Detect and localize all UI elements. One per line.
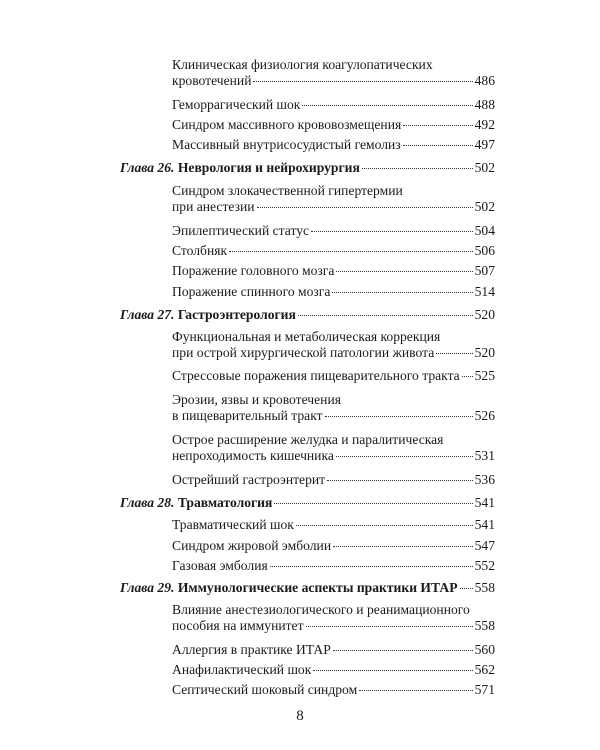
dot-leader bbox=[327, 480, 473, 481]
dot-leader bbox=[336, 456, 473, 457]
toc-entry bbox=[172, 137, 495, 153]
toc-entry bbox=[172, 97, 495, 113]
entry-title: при анестезии bbox=[172, 199, 255, 214]
dot-leader bbox=[403, 145, 473, 146]
entry-title: кровотечений bbox=[172, 73, 252, 88]
dot-leader bbox=[313, 670, 472, 671]
toc-entry bbox=[172, 117, 495, 133]
chapter-number: Глава 26. bbox=[120, 160, 175, 175]
dot-leader bbox=[359, 690, 472, 691]
entry-title-line1: Острое расширение желудка и паралитическая bbox=[172, 432, 444, 447]
entry-title: Анафилактический шок bbox=[172, 662, 312, 677]
dot-leader bbox=[306, 626, 473, 627]
entry-title: Поражение спинного мозга bbox=[172, 284, 331, 299]
entry-title: при острой хирургической патологии живота bbox=[172, 345, 435, 360]
chapter-title: Гастроэнтерология bbox=[177, 307, 296, 322]
entry-title: в пищеварительный тракт bbox=[172, 408, 323, 423]
entry-title: Травматический шок bbox=[172, 517, 294, 532]
dot-leader bbox=[403, 125, 472, 126]
toc-entry bbox=[172, 57, 495, 89]
dot-leader bbox=[333, 650, 473, 651]
page-number: 8 bbox=[296, 708, 304, 724]
entry-page: 552 bbox=[474, 558, 495, 573]
dot-leader bbox=[311, 231, 473, 232]
toc-entry bbox=[172, 472, 495, 488]
dot-leader bbox=[270, 566, 473, 567]
entry-title-line1: Функциональная и метаболическая коррекция bbox=[172, 329, 441, 344]
entry-page: 541 bbox=[474, 495, 495, 510]
dot-leader bbox=[460, 588, 473, 589]
entry-title: Септический шоковый синдром bbox=[172, 682, 358, 697]
entry-page: 502 bbox=[474, 199, 495, 214]
entry-page: 507 bbox=[474, 263, 495, 278]
entry-page: 492 bbox=[474, 117, 495, 132]
entry-page: 571 bbox=[474, 682, 495, 697]
entry-title-line1: Синдром злокачественной гипертермии bbox=[172, 183, 403, 198]
entry-page: 536 bbox=[474, 472, 495, 487]
entry-page: 497 bbox=[474, 137, 495, 152]
entry-page: 514 bbox=[474, 284, 495, 299]
dot-leader bbox=[336, 271, 472, 272]
dot-leader bbox=[325, 416, 473, 417]
toc-entry bbox=[172, 392, 495, 424]
chapter-title: Иммунологические аспекты практики ИТАР bbox=[177, 580, 458, 595]
entry-page: 526 bbox=[474, 408, 495, 423]
entry-title-line1: Клиническая физиология коагулопатических bbox=[172, 57, 433, 72]
toc-chapter-entry bbox=[120, 307, 495, 323]
dot-leader bbox=[302, 105, 472, 106]
dot-leader bbox=[332, 292, 472, 293]
toc-entry bbox=[172, 243, 495, 259]
toc-chapter-entry bbox=[120, 495, 495, 511]
toc-entry bbox=[172, 284, 495, 300]
toc-entry bbox=[172, 558, 495, 574]
entry-title-line1: Влияние анестезиологического и реанимационного bbox=[172, 602, 470, 617]
toc-entry bbox=[172, 642, 495, 658]
entry-page: 520 bbox=[474, 307, 495, 322]
toc-entry bbox=[172, 368, 495, 384]
entry-page: 486 bbox=[474, 73, 495, 88]
dot-leader bbox=[436, 353, 472, 354]
toc-entry bbox=[172, 602, 495, 634]
dot-leader bbox=[274, 503, 472, 504]
entry-title: Эпилептический статус bbox=[172, 223, 310, 238]
toc-entry bbox=[172, 223, 495, 239]
entry-page: 560 bbox=[474, 642, 495, 657]
entry-page: 541 bbox=[474, 517, 495, 532]
chapter-number: Глава 27. bbox=[120, 307, 175, 322]
chapter-number: Глава 29. bbox=[120, 580, 175, 595]
entry-title: непроходимость кишечника bbox=[172, 448, 334, 463]
toc-chapter-entry bbox=[120, 160, 495, 176]
entry-page: 525 bbox=[474, 368, 495, 383]
entry-page: 506 bbox=[474, 243, 495, 258]
entry-title: Геморрагический шок bbox=[172, 97, 301, 112]
toc-entry bbox=[172, 682, 495, 698]
entry-title: Массивный внутрисосудистый гемолиз bbox=[172, 137, 401, 152]
dot-leader bbox=[462, 376, 473, 377]
entry-title: пособия на иммунитет bbox=[172, 618, 304, 633]
entry-title: Стрессовые поражения пищеварительного тракта bbox=[172, 368, 460, 383]
dot-leader bbox=[229, 251, 473, 252]
toc-entry bbox=[172, 517, 495, 533]
entry-title: Газовая эмболия bbox=[172, 558, 268, 573]
dot-leader bbox=[333, 546, 473, 547]
entry-page: 520 bbox=[474, 345, 495, 360]
dot-leader bbox=[298, 315, 473, 316]
entry-title: Синдром массивного крововозмещения bbox=[172, 117, 402, 132]
entry-page: 547 bbox=[474, 538, 495, 553]
entry-title: Поражение головного мозга bbox=[172, 263, 335, 278]
toc-entry bbox=[172, 329, 495, 361]
toc-entry bbox=[172, 183, 495, 215]
entry-title: Столбняк bbox=[172, 243, 228, 258]
toc-entry bbox=[172, 263, 495, 279]
entry-page: 502 bbox=[474, 160, 495, 175]
entry-page: 504 bbox=[474, 223, 495, 238]
entry-page: 531 bbox=[474, 448, 495, 463]
toc-entry bbox=[172, 662, 495, 678]
entry-page: 558 bbox=[474, 618, 495, 633]
chapter-number: Глава 28. bbox=[120, 495, 175, 510]
entry-page: 562 bbox=[474, 662, 495, 677]
entry-page: 488 bbox=[474, 97, 495, 112]
entry-title: Острейший гастроэнтерит bbox=[172, 472, 326, 487]
entry-title-line1: Эрозии, язвы и кровотечения bbox=[172, 392, 341, 407]
chapter-title: Травматология bbox=[177, 495, 273, 510]
toc-entry bbox=[172, 538, 495, 554]
entry-page: 558 bbox=[474, 580, 495, 595]
entry-title: Аллергия в практике ИТАР bbox=[172, 642, 331, 657]
dot-leader bbox=[362, 168, 473, 169]
dot-leader bbox=[296, 525, 473, 526]
entry-title: Синдром жировой эмболии bbox=[172, 538, 332, 553]
toc-chapter-entry bbox=[120, 580, 495, 596]
toc-entry bbox=[172, 432, 495, 464]
dot-leader bbox=[257, 207, 473, 208]
dot-leader bbox=[253, 81, 472, 82]
chapter-title: Неврология и нейрохирургия bbox=[177, 160, 360, 175]
